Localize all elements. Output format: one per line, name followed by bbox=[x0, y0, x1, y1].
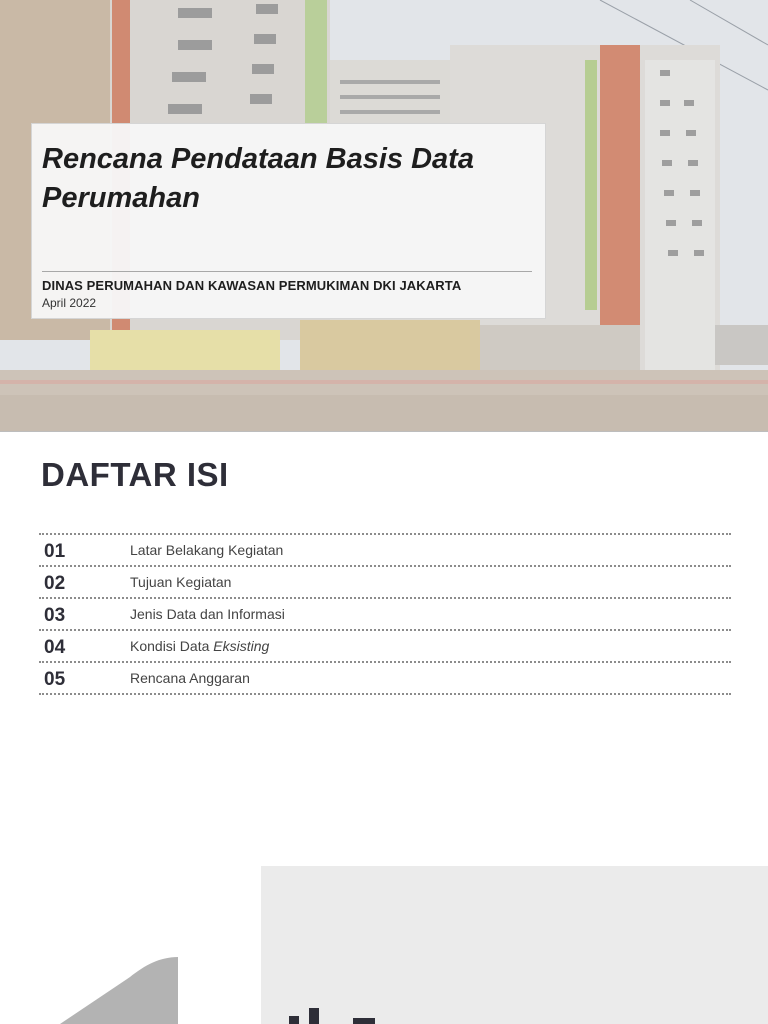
toc-heading: DAFTAR ISI bbox=[41, 456, 229, 493]
toc-item-number: 02 bbox=[44, 573, 66, 594]
toc-list bbox=[39, 533, 731, 695]
document-title-line-1: Rencana Pendataan Basis Data bbox=[42, 143, 474, 175]
toc-item-label: Latar Belakang Kegiatan bbox=[130, 542, 284, 558]
toc-item-number: 01 bbox=[44, 541, 66, 562]
section-number-graphic bbox=[60, 955, 190, 1024]
table-of-contents-slide bbox=[0, 432, 768, 832]
toc-item[interactable] bbox=[39, 631, 731, 663]
toc-item-label: Tujuan Kegiatan bbox=[130, 574, 232, 590]
document-title-line-2: Perumahan bbox=[42, 182, 200, 214]
toc-item[interactable] bbox=[39, 663, 731, 695]
document-title bbox=[42, 140, 537, 218]
toc-item-number: 04 bbox=[44, 637, 66, 658]
toc-item-number: 05 bbox=[44, 669, 66, 690]
toc-item[interactable] bbox=[39, 535, 731, 567]
toc-item-label: Kondisi Data Eksisting bbox=[130, 638, 270, 654]
toc-item-label: Rencana Anggaran bbox=[130, 670, 250, 686]
toc-item-number: 03 bbox=[44, 605, 66, 626]
toc-item-label: Jenis Data dan Informasi bbox=[130, 606, 285, 622]
cover-slide bbox=[0, 0, 768, 432]
title-divider bbox=[42, 271, 532, 272]
organization-name: DINAS PERUMAHAN DAN KAWASAN PERMUKIMAN DKI JAKARTA bbox=[42, 278, 462, 293]
toc-item-label-italic: Eksisting bbox=[213, 638, 270, 654]
toc-item[interactable] bbox=[39, 567, 731, 599]
section-title-fragment bbox=[289, 1008, 409, 1024]
section-title-panel bbox=[261, 866, 768, 1024]
document-date: April 2022 bbox=[42, 296, 97, 310]
toc-item[interactable] bbox=[39, 599, 731, 631]
cover-title-card bbox=[31, 123, 546, 319]
